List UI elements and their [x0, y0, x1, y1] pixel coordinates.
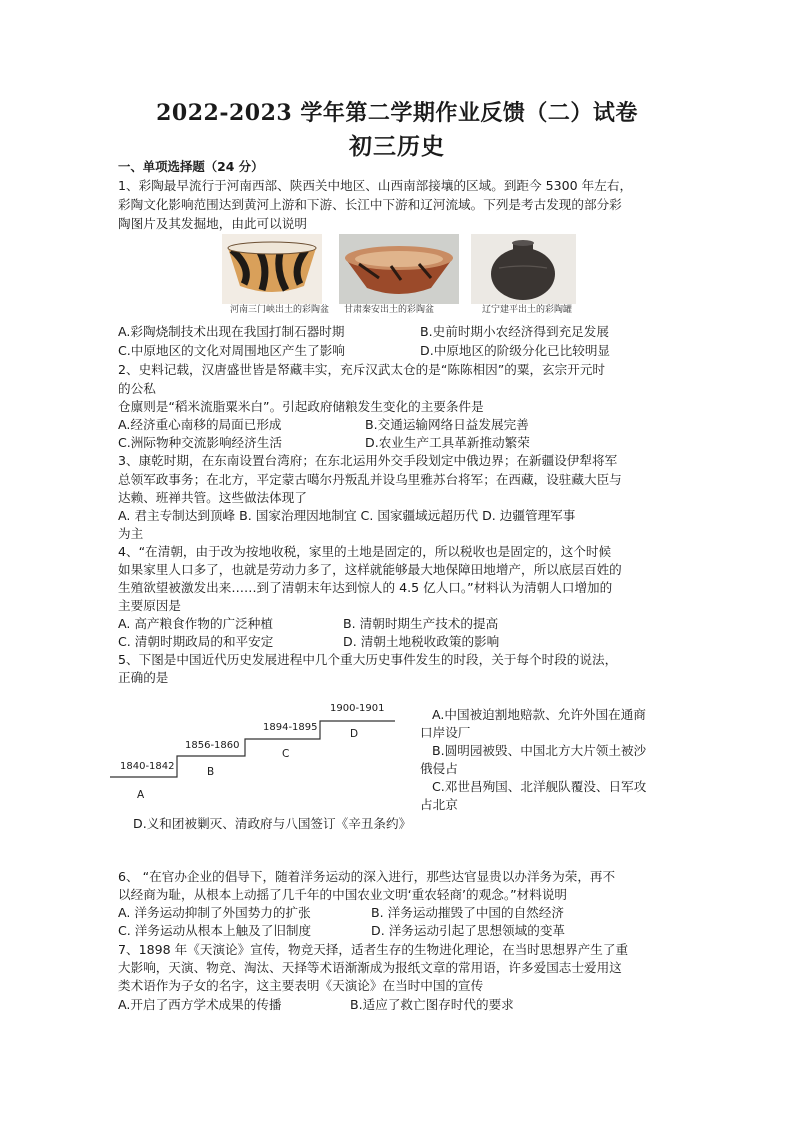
- q3-options-tail: 为主: [118, 526, 144, 541]
- q1-option-b[interactable]: B.史前时期小农经济得到充足发展: [420, 324, 609, 339]
- q4-line: 主要原因是: [118, 598, 181, 613]
- q4-option-c[interactable]: C. 清朝时期政局的和平安定: [118, 634, 274, 649]
- timeline-period-3: 1894-1895: [263, 722, 318, 733]
- q5-line: 5、下图是中国近代历史发展进程中几个重大历史事件发生的时段，关于每个时段的说法，: [118, 652, 618, 667]
- exam-subtitle: 初三历史: [349, 133, 445, 160]
- q1-line: 彩陶文化影响范围达到黄河上游和下游、长江中下游和辽河流域。下列是考古发现的部分彩: [118, 197, 622, 212]
- photo-caption-3: 辽宁建平出土的彩陶罐: [482, 305, 573, 315]
- q2-option-a[interactable]: A.经济重心南移的局面已形成: [118, 417, 282, 432]
- q4-option-d[interactable]: D. 清朝土地税收政策的影响: [343, 634, 500, 649]
- q4-line: 4、“在清朝，由于改为按地收税，家里的土地是固定的，所以税收也是固定的，这个时候: [118, 544, 612, 559]
- q1-option-d[interactable]: D.中原地区的阶级分化已比较明显: [420, 343, 611, 358]
- q6-option-b[interactable]: B. 洋务运动摧毁了中国的自然经济: [371, 905, 564, 920]
- q5-option-a[interactable]: A.中国被迫割地赔款、允许外国在通商: [432, 707, 646, 722]
- timeline-letter-b: B: [207, 766, 215, 778]
- exam-title: 2022-2023 学年第二学期作业反馈（二）试卷: [156, 100, 638, 126]
- q1-option-c[interactable]: C.中原地区的文化对周围地区产生了影响: [118, 343, 345, 358]
- q5-option-c-cont: 占北京: [420, 797, 458, 812]
- photo-caption-2: 甘肃秦安出土的彩陶盆: [344, 305, 435, 315]
- timeline-period-1: 1840-1842: [120, 761, 175, 772]
- q2-line: 的公私: [118, 381, 156, 396]
- q7-option-a[interactable]: A.开启了西方学术成果的传播: [118, 997, 282, 1012]
- q6-option-a[interactable]: A. 洋务运动抑制了外国势力的扩张: [118, 905, 311, 920]
- q1-line: 1、彩陶最早流行于河南西部、陕西关中地区、山西南部接壤的区域。到距今 5300 年左右，: [118, 178, 633, 193]
- q1-line: 陶图片及其发掘地，由此可以说明: [118, 216, 307, 231]
- q3-line: 总领军政事务；在北方，平定蒙古噶尔丹叛乱并设乌里雅苏台将军；在西藏，设驻藏大臣与: [118, 472, 622, 487]
- q3-line: 3、康乾时期，在东南设置台湾府；在东北运用外交手段划定中俄边界；在新疆设伊犁将军: [118, 453, 618, 468]
- q5-option-b-cont: 俄侵占: [420, 761, 458, 776]
- q5-line: 正确的是: [118, 670, 169, 685]
- pottery-photo-1: [222, 234, 322, 304]
- photo-caption-1: 河南三门峡出土的彩陶盆: [230, 305, 330, 315]
- q3-line: 达赖、班禅共管。这些做法体现了: [118, 490, 307, 505]
- q6-line: 以经商为耻，从根本上动摇了几千年的中国农业文明‘重农轻商’的观念。”材料说明: [118, 887, 568, 902]
- q6-option-d[interactable]: D. 洋务运动引起了思想领域的变革: [371, 923, 566, 938]
- q3-options[interactable]: A. 君主专制达到顶峰 B. 国家治理因地制宜 C. 国家疆域远超历代 D. 边疆管理军事: [118, 508, 576, 523]
- q5-option-a-cont: 口岸设厂: [420, 725, 471, 740]
- q6-line: 6、 “在官办企业的倡导下，随着洋务运动的深入进行，那些达官显贵以办洋务为荣，再不: [118, 869, 616, 884]
- q7-option-b[interactable]: B.适应了救亡图存时代的要求: [350, 997, 514, 1012]
- q2-option-c[interactable]: C.洲际物种交流影响经济生活: [118, 435, 282, 450]
- pottery-photo-2: [339, 234, 459, 304]
- q7-line: 大影响，天演、物竞、淘汰、天择等术语渐渐成为报纸文章的常用语，许多爱国志士爱用这: [118, 960, 622, 975]
- q2-option-d[interactable]: D.农业生产工具革新推动繁荣: [365, 435, 530, 450]
- q7-line: 类术语作为子女的名字，这主要表明《天演论》在当时中国的宣传: [118, 978, 484, 993]
- q2-option-b[interactable]: B.交通运输网络日益发展完善: [365, 417, 529, 432]
- timeline-period-4: 1900-1901: [330, 703, 385, 714]
- q4-line: 如果家里人口多了，也就是劳动力多了，这样就能够最大地保障田地增产，所以底层百姓的: [118, 562, 622, 577]
- q4-line: 生殖欲望被激发出来……到了清朝末年达到惊人的 4.5 亿人口。”材料认为清朝人口增加的: [118, 580, 613, 595]
- q2-line: 2、史料记载，汉唐盛世皆是帑藏丰实，充斥汉武太仓的是“陈陈相因”的粟，玄宗开元时: [118, 362, 606, 377]
- q2-line: 仓廪则是“稻米流脂粟米白”。引起政府储粮发生变化的主要条件是: [118, 399, 484, 414]
- q4-option-b[interactable]: B. 清朝时期生产技术的提高: [343, 616, 499, 631]
- q4-option-a[interactable]: A. 高产粮食作物的广泛种植: [118, 616, 273, 631]
- q6-option-c[interactable]: C. 洋务运动从根本上触及了旧制度: [118, 923, 312, 938]
- q1-option-a[interactable]: A.彩陶烧制技术出现在我国打制石器时期: [118, 324, 345, 339]
- section-heading: 一、单项选择题（24 分）: [118, 159, 264, 174]
- q7-line: 7、1898 年《天演论》宣传，物竞天择，适者生存的生物进化理论，在当时思想界产生了重: [118, 942, 629, 957]
- timeline-letter-d: D: [350, 728, 359, 740]
- q5-option-b[interactable]: B.圆明园被毁、中国北方大片领土被沙: [432, 743, 647, 758]
- timeline-steps: [105, 700, 405, 810]
- q5-option-c[interactable]: C.邓世昌殉国、北洋舰队覆没、日军攻: [432, 779, 647, 794]
- timeline-letter-c: C: [282, 748, 290, 760]
- timeline-letter-a: A: [137, 789, 145, 801]
- pottery-photo-3: [471, 234, 576, 304]
- timeline-period-2: 1856-1860: [185, 740, 240, 751]
- q5-option-d[interactable]: D.义和团被剿灭、清政府与八国签订《辛丑条约》: [133, 816, 412, 831]
